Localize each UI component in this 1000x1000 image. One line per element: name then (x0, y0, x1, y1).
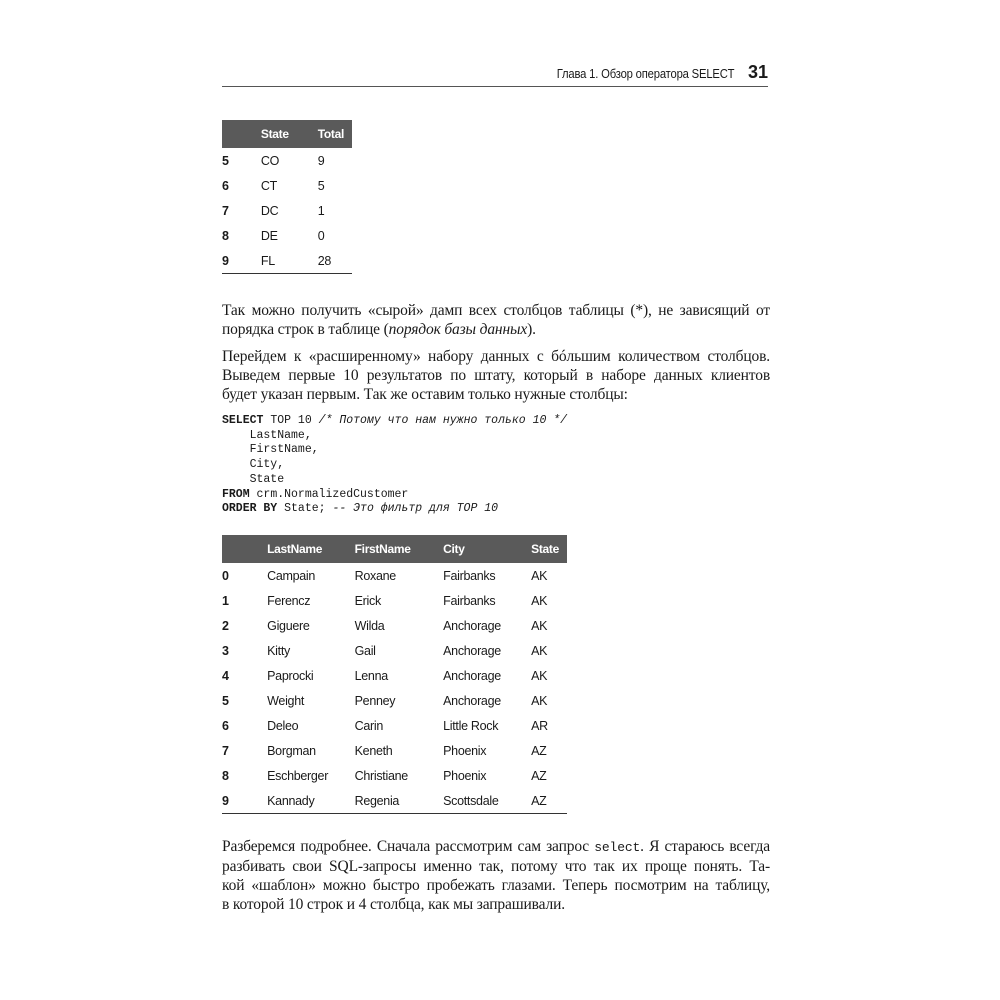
cell-total: 28 (318, 248, 352, 274)
row-index: 9 (222, 788, 267, 814)
table-row (222, 563, 567, 588)
cell-city: Scottsdale (443, 788, 531, 814)
cell-state: AK (531, 643, 548, 658)
cell-lastname: Borgman (267, 743, 316, 758)
table-row (222, 148, 352, 173)
state-total-table (222, 120, 352, 274)
table-row (222, 763, 567, 788)
cell-lastname: Eschberger (267, 768, 329, 783)
paragraph-raw-dump (222, 301, 770, 339)
cell-lastname: Paprocki (267, 668, 314, 683)
row-index: 7 (222, 743, 229, 758)
paragraph-line (222, 320, 770, 339)
cell-city: Anchorage (443, 668, 501, 683)
table-row (222, 713, 567, 738)
cell-city: Fairbanks (443, 568, 496, 583)
cell-city: Phoenix (443, 743, 487, 758)
cell-city: Anchorage (443, 643, 501, 658)
index-column-header (222, 120, 261, 148)
cell-firstname: Erick (354, 593, 381, 608)
index-column-header (222, 535, 267, 563)
text-run: ). (527, 321, 536, 338)
paragraph-line: кой «шаблон» можно быстро пробежать глазами. Теперь посмотрим на таблицу, (222, 877, 770, 894)
cell-lastname: Giguere (267, 618, 310, 633)
cell-total: 9 (317, 153, 325, 168)
cell-city: Anchorage (443, 618, 501, 633)
sql-keyword: SELECT (222, 414, 264, 427)
cell-lastname: Weight (267, 693, 305, 708)
inline-code: select (594, 840, 641, 855)
table-row (222, 663, 567, 688)
cell-lastname: Kitty (267, 643, 290, 658)
code-text: City, (222, 458, 285, 472)
cell-state: AZ (531, 788, 567, 814)
cell-state: FL (261, 248, 318, 274)
row-index: 5 (222, 153, 229, 168)
row-index: 7 (222, 203, 229, 218)
cell-firstname: Gail (354, 643, 376, 658)
column-header-lastname: LastName (267, 542, 323, 556)
paragraph-line: в которой 10 строк и 4 столбца, как мы запрашивали. (222, 896, 565, 913)
text-run: порядка строк в таблице ( (222, 321, 389, 338)
code-comment: -- Это фильтр для TOP 10 (332, 502, 499, 516)
paragraph-analysis (222, 837, 770, 914)
cell-lastname: Deleo (267, 718, 299, 733)
paragraph-line (222, 837, 770, 857)
cell-firstname: Regenia (355, 788, 444, 814)
customers-table (222, 535, 567, 814)
row-index: 4 (222, 668, 229, 683)
table-row (222, 638, 567, 663)
cell-lastname: Campain (267, 568, 316, 583)
column-header-state: State (260, 127, 289, 141)
row-index: 8 (222, 228, 229, 243)
row-index: 6 (222, 718, 229, 733)
paragraph-line: разбивать свои SQL-запросы именно так, потому что так их проще понять. Та- (222, 858, 770, 875)
cell-state: AK (531, 618, 548, 633)
column-header-firstname: FirstName (354, 542, 411, 556)
table-row (222, 588, 567, 613)
page-number: 31 (747, 62, 768, 82)
table-header-row (222, 120, 352, 148)
running-header (222, 62, 768, 87)
cell-state: AK (531, 593, 548, 608)
cell-total: 5 (317, 178, 325, 193)
table-row (222, 248, 352, 274)
column-header-city: City (443, 542, 465, 556)
cell-firstname: Penney (354, 693, 396, 708)
column-header-total: Total (317, 127, 344, 141)
paragraph-line: Так можно получить «сырой» дамп всех столбцов таблицы (*), не зависящий от (222, 302, 770, 319)
table-row (222, 788, 567, 814)
table-row (222, 613, 567, 638)
code-comment: /* Потому что нам нужно только 10 */ (318, 414, 568, 427)
text-run: Разберемся подробнее. Сначала рассмотрим сам запрос (222, 838, 595, 855)
table-row (222, 688, 567, 713)
column-header-state: State (531, 542, 559, 556)
chapter-title: Глава 1. Обзор оператора SELECT (556, 67, 734, 81)
code-text: FirstName, (222, 443, 319, 457)
table-row (222, 198, 352, 223)
row-index: 8 (222, 768, 229, 783)
code-text: LastName, (222, 428, 312, 442)
table-row (222, 738, 567, 763)
cell-state: AZ (531, 743, 547, 758)
cell-lastname: Kannady (267, 788, 354, 814)
emphasis-text: порядок базы данных (388, 321, 528, 338)
paragraph-line: будет указан первым. Так же оставим только нужные столбцы: (222, 386, 628, 403)
row-index: 5 (222, 693, 229, 708)
paragraph-line: Выведем первые 10 результатов по штату, который в наборе данных клиентов (222, 367, 770, 384)
row-index: 3 (222, 643, 229, 658)
code-text: State; (277, 502, 333, 516)
cell-state: CO (260, 153, 280, 168)
cell-total: 0 (317, 228, 325, 243)
row-index: 2 (222, 618, 229, 633)
cell-city: Fairbanks (443, 593, 496, 608)
table-row (222, 173, 352, 198)
cell-firstname: Wilda (354, 618, 385, 633)
cell-city: Phoenix (443, 768, 487, 783)
cell-firstname: Lenna (354, 668, 388, 683)
row-index: 6 (222, 178, 229, 193)
table-row (222, 223, 352, 248)
cell-firstname: Christiane (354, 768, 408, 783)
cell-firstname: Carin (354, 718, 383, 733)
cell-lastname: Ferencz (267, 593, 311, 608)
cell-state: DC (260, 203, 279, 218)
sql-keyword: FROM (222, 487, 250, 501)
sql-keyword: ORDER BY (222, 502, 278, 516)
cell-state: AK (531, 693, 548, 708)
cell-state: CT (260, 178, 277, 193)
code-text: crm.NormalizedCustomer (249, 487, 409, 501)
cell-state: AK (531, 568, 548, 583)
code-text: State (222, 472, 285, 486)
paragraph-line: Перейдем к «расширенному» набору данных с бóльшим количеством столбцов. (222, 348, 770, 365)
cell-city: Little Rock (443, 718, 499, 733)
cell-firstname: Roxane (354, 568, 396, 583)
paragraph-extended-dataset (222, 347, 770, 404)
cell-city: Anchorage (443, 693, 501, 708)
cell-firstname: Keneth (354, 743, 393, 758)
row-index: 0 (222, 568, 229, 583)
text-run: . Я стараюсь всегда (640, 838, 770, 855)
cell-state: AZ (531, 768, 547, 783)
cell-state: DE (260, 228, 278, 243)
sql-code-block (222, 414, 567, 517)
cell-total: 1 (317, 203, 325, 218)
cell-state: AK (531, 668, 548, 683)
row-index: 1 (222, 593, 229, 608)
cell-state: AR (531, 718, 548, 733)
row-index: 9 (222, 248, 261, 274)
code-text: TOP 10 (263, 414, 319, 427)
table-header-row (222, 535, 567, 563)
